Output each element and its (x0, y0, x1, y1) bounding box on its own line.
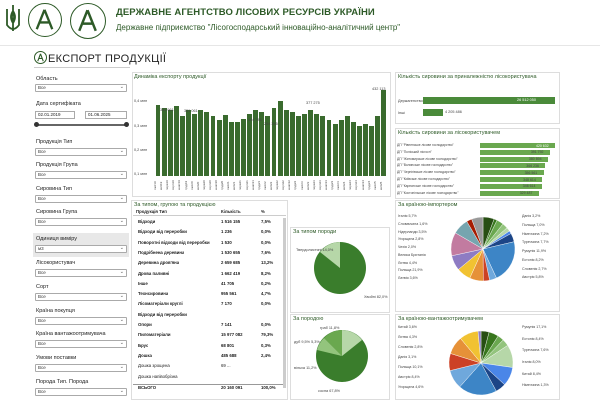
agency-logo (28, 3, 62, 37)
pie-label: Литва 4,4% (398, 260, 418, 265)
row-pct: 0,0% (261, 229, 271, 235)
x-tick: жовт23 (323, 180, 328, 190)
date-slider-handle-start[interactable] (34, 122, 39, 127)
row-qty: 1 516 155 (221, 219, 241, 224)
x-tick: лют25 (372, 181, 377, 190)
date-slider[interactable] (36, 124, 126, 126)
org-title: ДЕРЖАВНЕ АГЕНТСТВО ЛІСОВИХ РЕСУРСІВ УКРАЇНИ (116, 7, 375, 18)
filter-unit-label: Одиниця виміру (36, 236, 77, 242)
filter-country-select[interactable]: Все ⌄ (35, 317, 127, 325)
row-pct: 0,2% (261, 280, 271, 286)
forester-label: ДП "Поліський лісгосп" (397, 149, 432, 154)
pie-label: дуб 9,5% 5,3% (294, 340, 320, 344)
dynamics-bar[interactable] (327, 120, 332, 176)
table-row[interactable] (133, 229, 286, 236)
forester-title: Кількість сировини за лісокористувачем (398, 130, 501, 136)
date-from-input[interactable]: 02.01.2019 (35, 111, 75, 119)
x-tick: груд19 (183, 180, 188, 190)
ownership-value: 26 512 050 (517, 98, 537, 102)
ownership-title: Кількість сировини за приналежністю лісокористувача (398, 74, 537, 80)
center-logo (70, 3, 106, 39)
x-tick: черв22 (275, 180, 280, 190)
row-pct: 0,0% (261, 301, 271, 307)
forester-value: 348 614 (523, 177, 536, 182)
dynamics-bar[interactable] (174, 106, 179, 176)
row-name: Дошка напівобрізна (138, 373, 178, 379)
pie-label: граб 11,8% (320, 326, 340, 330)
pie-label: Китай 8,4% (522, 371, 541, 376)
filter-unit-select[interactable]: м3 ⌄ (35, 245, 127, 253)
pie-label: Туреччина 7,6% (522, 348, 549, 353)
dynamics-title: Динаміка експорту продукції (134, 74, 207, 80)
row-name: Пиломатеріали (138, 332, 171, 338)
filter-sort-select[interactable]: Все ⌄ (35, 293, 127, 301)
data-label: 304 786 (248, 118, 262, 122)
filter-raw-type-select[interactable]: Все ⌄ (35, 195, 127, 203)
pie-label: Хвойні 82,0% (364, 295, 388, 299)
table-row[interactable] (133, 301, 286, 308)
row-name: Дошка (138, 352, 152, 358)
row-name: Технсировина (138, 291, 169, 297)
dynamics-bar[interactable] (272, 108, 277, 176)
dynamics-chart (155, 86, 387, 176)
dynamics-bar[interactable] (369, 126, 374, 176)
row-name: Подрібнена деревина (138, 249, 185, 255)
pie-label: Італія 8,0% (522, 360, 541, 364)
filter-sort-label: Сорт (36, 284, 49, 290)
x-tick: серп20 (207, 180, 212, 190)
filter-product-group-select[interactable]: Все ⌄ (35, 171, 127, 179)
x-tick: черв24 (348, 180, 353, 190)
row-name: Деревина дров'яна (138, 260, 180, 266)
row-name: Дошка зрощена (138, 363, 170, 369)
x-tick: лют19 (153, 181, 157, 190)
table-row[interactable] (133, 343, 286, 350)
col-header-pct[interactable]: % (261, 209, 265, 214)
page-logo-icon (34, 51, 47, 64)
forester-value: 356 561 (524, 170, 538, 175)
dynamics-bar[interactable] (217, 120, 222, 176)
pie-label: Румунія 11,9% (522, 249, 547, 253)
filter-cert-date-label: Дата сертифіката (36, 101, 81, 107)
forester-chart (395, 140, 560, 198)
dynamics-bar[interactable] (247, 114, 252, 176)
x-tick: лют24 (336, 181, 341, 190)
table-row[interactable] (133, 353, 286, 360)
x-tick: квіт21 (232, 181, 237, 190)
forester-label: ДП "Карпатське лісове господарство" (397, 183, 455, 188)
col-header-type[interactable]: Продукція Тип (136, 209, 167, 214)
x-tick: груд20 (220, 180, 225, 190)
dynamics-bar[interactable] (333, 124, 338, 176)
pie-label: Австрія 5,8% (522, 275, 544, 280)
importer-pie[interactable] (448, 214, 518, 284)
ownership-bar[interactable] (423, 109, 443, 116)
dynamics-bar[interactable] (241, 119, 246, 176)
ownership-value: 4 205 486 (445, 110, 462, 114)
row-qty: 485 688 (221, 352, 237, 358)
dynamics-bar[interactable] (192, 114, 197, 176)
filter-delivery-label: Умови поставки (36, 355, 77, 361)
dynamics-bar[interactable] (320, 116, 325, 176)
row-name: ВСЬОГО (138, 384, 157, 390)
consignee-pie[interactable] (446, 328, 516, 398)
x-tick: лют23 (299, 181, 304, 190)
pie-label: Угорщина 4,6% (398, 385, 424, 389)
row-pct: 4,7% (261, 291, 271, 297)
x-tick: груд22 (293, 180, 298, 190)
dynamics-bar[interactable] (363, 124, 368, 176)
row-pct: 0,0% (261, 239, 271, 245)
pie-label: сосна 67,8% (318, 389, 340, 393)
pie-label: Словаччина 1,6% (398, 221, 428, 226)
dynamics-bar[interactable] (375, 116, 380, 176)
table-row[interactable] (133, 384, 286, 391)
pie-label: Італія 5,7% (398, 214, 417, 218)
x-tick: черв19 (165, 180, 170, 190)
row-pct: 7,5% (261, 219, 271, 224)
pie-label: Чехія 2,0% (398, 245, 417, 250)
row-pct: 100,0% (261, 384, 276, 390)
dynamics-bar[interactable] (168, 110, 173, 176)
row-qty: 7 170 (221, 301, 232, 307)
row-qty: 1 530 (221, 239, 232, 245)
forester-label: ДП "Житомирське лісове господарство" (397, 156, 458, 161)
pie-label: Твердолистяні 14,0% (296, 248, 334, 252)
dynamics-bar[interactable] (357, 126, 362, 176)
title-divider (34, 67, 130, 68)
filter-product-group-label: Продукція Група (36, 162, 78, 168)
x-tick: груд24 (366, 180, 371, 190)
row-qty: 69 ... (221, 363, 231, 369)
pie-label: Словенія 2,7% (522, 266, 547, 271)
x-tick: жовт24 (360, 180, 365, 190)
data-label: 377 275 (306, 101, 320, 105)
row-qty: 955 561 (221, 291, 237, 297)
row-qty: 68 801 (221, 342, 235, 348)
table-row[interactable] (133, 260, 286, 267)
pie-label: Румунія 17,1% (522, 325, 547, 329)
pie-label: Польща 7,0% (522, 222, 545, 227)
filter-forester-select[interactable]: Все ⌄ (35, 269, 127, 277)
pie-label: Австрія 8,4% (398, 375, 420, 379)
row-name: Інше (138, 280, 148, 286)
dynamics-bar[interactable] (284, 110, 289, 176)
table-scrollbar[interactable] (283, 218, 286, 388)
row-name: Відходи від переробки (138, 311, 187, 317)
forester-value: 380 894 (528, 157, 542, 162)
x-tick: квіт20 (195, 181, 200, 190)
dynamics-bar[interactable] (296, 116, 301, 176)
forester-label: ДП "Рівненське лісове господарство" (397, 143, 454, 147)
data-label: 284 385 (264, 122, 278, 126)
dynamics-bar[interactable] (156, 105, 161, 176)
pie-label: Естонія 8,2% (522, 257, 544, 262)
x-tick: жовт21 (250, 180, 255, 190)
dynamics-bar[interactable] (186, 110, 191, 176)
table-row[interactable] (133, 374, 286, 381)
pie-label: Китай 3,6% (398, 325, 417, 329)
filter-forester-label: Лісокористувач (36, 260, 76, 266)
forester-value: 420 632 (536, 143, 549, 148)
pie-label: Нідерланди 3,5% (398, 229, 427, 234)
dynamics-bar[interactable] (314, 114, 319, 176)
filter-area-select[interactable]: Все ⌄ (35, 84, 127, 92)
pie-label: Туреччина 7,7% (522, 240, 549, 245)
dynamics-bar[interactable] (180, 116, 185, 176)
product-table-title: За типом, групою та продукцією (134, 202, 216, 208)
dynamics-bar[interactable] (345, 116, 350, 176)
pie-label: Польща 10,1% (398, 365, 423, 369)
forester-label: ДП "Костопільське лісове господарство" (397, 190, 459, 195)
x-tick: квіт25 (378, 181, 383, 190)
row-qty: 2 659 685 (221, 260, 241, 266)
row-name: Опори (138, 322, 152, 327)
species-pie[interactable] (312, 326, 372, 386)
table-row[interactable] (133, 312, 286, 319)
row-pct: 0,3% (261, 342, 271, 348)
table-row[interactable] (133, 219, 286, 226)
x-tick: квіт23 (305, 181, 310, 190)
dynamics-bar[interactable] (204, 112, 209, 176)
filter-area-label: Область (36, 76, 58, 82)
table-row[interactable] (133, 250, 286, 257)
row-qty: 1 236 (221, 229, 232, 235)
data-label: 353 961 (160, 108, 174, 112)
x-tick: черв23 (311, 180, 316, 190)
data-label: 351 061 (184, 109, 198, 113)
x-tick: серп19 (171, 180, 176, 190)
forester-value: 329 487 (519, 191, 533, 196)
x-tick: груд21 (256, 180, 261, 190)
dynamics-bar[interactable] (198, 110, 203, 176)
x-tick: серп22 (281, 180, 286, 190)
x-tick: черв21 (238, 180, 243, 190)
trident-logo (3, 3, 23, 35)
row-qty: 7 141 (221, 322, 232, 327)
table-row[interactable] (133, 281, 286, 288)
table-row[interactable] (133, 322, 286, 329)
table-header (133, 209, 286, 216)
row-name: Дрова паливні (138, 270, 170, 276)
row-qty: 20 160 091 (221, 384, 243, 390)
pie-label: Словенія 2,8% (398, 345, 423, 349)
row-qty: 15 977 082 (221, 332, 243, 338)
date-slider-handle-end[interactable] (124, 122, 129, 127)
row-qty: 41 705 (221, 280, 235, 286)
dynamics-bar[interactable] (235, 122, 240, 176)
dynamics-bar[interactable] (229, 122, 234, 176)
x-tick: квіт22 (269, 181, 273, 190)
x-tick: серп21 (244, 180, 249, 190)
data-label: 432 113 (372, 87, 386, 91)
x-tick: черв20 (201, 180, 206, 190)
filter-consignee-select[interactable]: Все ⌄ (35, 340, 127, 348)
row-pct: 13,2% (261, 260, 274, 266)
x-tick: жовт19 (177, 180, 182, 190)
forester-value: 391 792 (530, 150, 544, 155)
dynamics-bar[interactable] (302, 114, 307, 176)
y-tick: 0,1 млн (134, 172, 148, 176)
species-title: За породою (293, 316, 324, 322)
row-name: Відходи (138, 219, 156, 224)
x-tick: серп24 (354, 180, 359, 190)
ownership-label: Держагенство (398, 99, 423, 103)
pie-label: Литва 4,3% (398, 335, 418, 339)
table-row[interactable] (133, 271, 286, 278)
dynamics-bar[interactable] (162, 108, 167, 176)
dynamics-bar[interactable] (381, 90, 386, 176)
table-row[interactable] (133, 332, 286, 339)
pie-label: Естонія 8,4% (522, 336, 544, 341)
ownership-label: Інші (398, 111, 406, 115)
x-tick: лют22 (262, 181, 267, 190)
forester-label: ДП "Чернігівське лісове господарство" (397, 170, 456, 175)
row-pct: 7,6% (261, 249, 271, 255)
forester-label: ДП "Волинське лісове господарство" (397, 163, 454, 168)
species-type-pie[interactable] (310, 238, 370, 298)
filter-species-label: Порода Тип. Порода (36, 379, 89, 385)
dynamics-bar[interactable] (351, 122, 356, 176)
pie-label: Польща 21,9% (398, 268, 423, 273)
table-row[interactable] (133, 291, 286, 298)
pie-label: Велика Британія (398, 252, 426, 257)
forester-value: 346 614 (522, 184, 536, 189)
pie-label: Данія 3,2% (522, 214, 541, 218)
filter-country-label: Країна покупця (36, 308, 75, 314)
filter-consignee-label: Країна вантажоотримувача (36, 331, 106, 337)
pie-label: Німеччина 7,2% (522, 231, 549, 236)
dynamics-bar[interactable] (339, 120, 344, 176)
row-pct: 79,3% (261, 332, 274, 338)
table-row[interactable] (133, 240, 286, 247)
filter-product-type-select[interactable]: Все ⌄ (35, 148, 127, 156)
x-tick: квіт24 (342, 181, 347, 190)
forester-value: 366 236 (526, 163, 539, 168)
x-tick: груд23 (330, 180, 335, 190)
forester-label: ДП "Київське лісове господарство" (397, 177, 450, 181)
row-name: Відходи від переробки (138, 229, 187, 235)
x-tick: квіт19 (159, 181, 164, 190)
date-to-input[interactable]: 01.06.2025 (85, 111, 127, 119)
filter-product-type-label: Продукція Тип (36, 139, 73, 145)
row-name: Лісоматеріали круглі (138, 301, 183, 307)
consignee-title: За країною-вантажоотримувачем (398, 316, 483, 322)
dynamics-x-axis (155, 178, 387, 196)
table-row[interactable] (133, 363, 286, 370)
filter-delivery-select[interactable]: Все ⌄ (35, 364, 127, 372)
y-tick: 0,4 млн (134, 99, 148, 103)
filter-raw-group-select[interactable]: Все ⌄ (35, 218, 127, 226)
col-header-qty[interactable]: Кількість (221, 209, 241, 214)
filter-raw-group-label: Сировина Група (36, 209, 78, 215)
y-tick: 0,2 млн (134, 148, 148, 152)
filter-species-select[interactable]: Все ⌄ (35, 388, 127, 396)
pie-label: Данія 3,1% (398, 355, 417, 359)
filter-raw-type-label: Сировина Тип (36, 186, 72, 192)
row-name: Брус (138, 342, 149, 348)
x-tick: лют20 (189, 181, 194, 190)
y-tick: 0,3 млн (134, 124, 148, 128)
x-tick: лют21 (226, 181, 231, 190)
x-tick: серп23 (317, 180, 322, 190)
row-pct: 8,2% (261, 270, 271, 276)
pie-label: Угорщина 2,8% (398, 237, 424, 242)
x-tick: жовт22 (287, 180, 292, 190)
pie-label: Німеччина 1,3% (522, 383, 549, 388)
pie-label: Латвія 3,6% (398, 276, 418, 281)
x-tick: жовт20 (214, 180, 219, 190)
row-qty: 1 530 655 (221, 249, 241, 255)
dynamics-bar[interactable] (278, 101, 283, 176)
row-name: Поворотні відходи від переробки (138, 239, 210, 245)
pie-label: вільха 11,2% (294, 366, 317, 370)
dynamics-bar[interactable] (308, 110, 313, 176)
dynamics-bar[interactable] (223, 115, 228, 176)
row-pct: 0,0% (261, 322, 271, 327)
dynamics-bar[interactable] (290, 112, 295, 176)
org-subtitle: Державне підприємство "Лісогосподарський інноваційно-аналітичний центр" (116, 23, 401, 32)
row-qty: 1 662 419 (221, 270, 241, 276)
page-title: ЕКСПОРТ ПРОДУКЦІЇ (48, 53, 167, 65)
dynamics-bar[interactable] (211, 116, 216, 176)
species-type-title: За типом породи (293, 229, 337, 235)
row-pct: 2,4% (261, 352, 271, 358)
importer-title: За країною-імпортером (398, 202, 458, 208)
